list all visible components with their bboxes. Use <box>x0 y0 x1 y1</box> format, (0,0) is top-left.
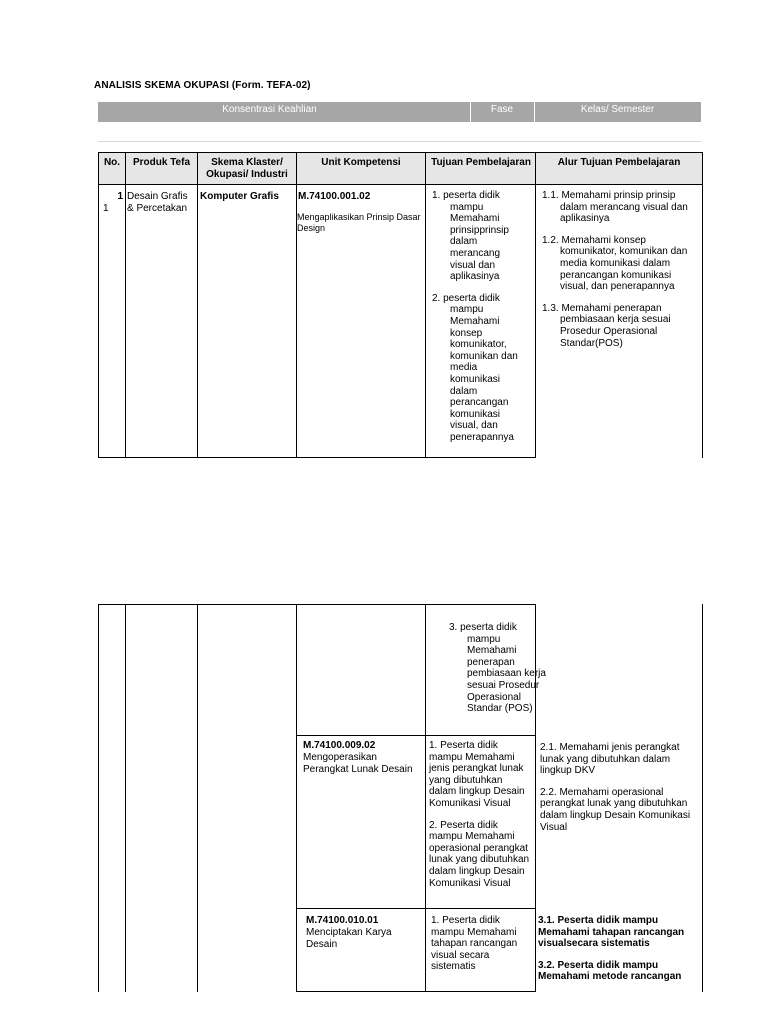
th-no: No. <box>103 157 121 168</box>
alur-item: 2.2. Memahami operasional perangkat lunak yang dibutuhkan dalam lingkup Desain Komunikasi Visual <box>540 786 691 833</box>
th-unit: Unit Kompetensi <box>321 157 401 168</box>
alur-item: 3.2. Peserta didik mampu Memahami metode rancangan <box>538 959 682 983</box>
document-title: ANALISIS SKEMA OKUPASI (Form. TEFA-02) <box>94 80 311 91</box>
tujuan-item: 2. peserta didik mampu Memahami konsep komunikator, komunikan dan media komunikasi dalam perancangan komunikasi visual, dan penerapannya <box>432 292 518 443</box>
alur-item: 3.1. Peserta didik mampu Memahami tahapan rancangan visualsecara sistematis <box>538 915 685 950</box>
header-bar <box>98 102 701 122</box>
header-fase: Fase <box>490 104 514 115</box>
tujuan-item: 3. peserta didik mampu Memahami penerapan pembiasaan kerja sesuai Prosedur Operasional Standar (POS) <box>449 622 546 715</box>
unit-code: M.74100.009.02 <box>303 740 376 751</box>
th-alur: Alur Tujuan Pembelajaran <box>557 157 681 168</box>
divider <box>98 141 701 142</box>
alur-list <box>538 915 700 993</box>
alur-item: 2.1. Memahami jenis perangkat lunak yang dibutuhkan dalam lingkup DKV <box>540 742 680 777</box>
tujuan-list <box>429 740 532 899</box>
th-skema: Skema Klaster/ Okupasi/ Industri <box>206 157 288 180</box>
alur-list <box>540 742 700 843</box>
alur-list <box>542 190 698 359</box>
th-produk: Produk Tefa <box>132 157 191 168</box>
header-konsentrasi: Konsentrasi Keahlian <box>222 104 317 115</box>
tujuan-item: 2. Peserta didik mampu Memahami operasional perangkat lunak yang dibutuhkan dalam lingkup Desain Komunikasi Visual <box>429 819 530 889</box>
alur-item: 1.2. Memahami konsep komunikator, komunikan dan media komunikasi dalam perancangan komunikasi visual, dan penerapannya <box>542 234 688 293</box>
tujuan-item: 1. peserta didik mampu Memahami prinsipprinsip dalam merancang visual dan aplikasinya <box>432 190 509 283</box>
unit-code: M.74100.001.02 <box>298 191 371 202</box>
unit-name: Menciptakan Karya Desain <box>306 927 392 950</box>
unit-name: Mengoperasikan Perangkat Lunak Desain <box>303 752 413 775</box>
produk-cell: Desain Grafis & Percetakan <box>127 191 188 214</box>
skema-cell: Komputer Grafis <box>200 191 279 202</box>
header-kelas: Kelas/ Semester <box>580 104 655 115</box>
tujuan-item: 1. Peserta didik mampu Memahami jenis perangkat lunak yang dibutuhkan dalam lingkup Desain Komunikasi Visual <box>429 740 525 809</box>
unit-name: Mengaplikasikan Prinsip Dasar Design <box>297 212 421 233</box>
alur-item: 1.3. Memahami penerapan pembiasaan kerja sesuai Prosedur Operasional Standar(POS) <box>542 302 671 349</box>
unit-code: M.74100.010.01 <box>306 915 379 926</box>
row-number-sub: 1 <box>103 203 109 214</box>
th-tujuan: Tujuan Pembelajaran <box>431 157 531 168</box>
tujuan-list <box>432 190 528 453</box>
tujuan-item: 1. Peserta didik mampu Memahami tahapan rancangan visual secara sistematis <box>431 915 518 973</box>
row-number: 1 <box>117 191 123 202</box>
alur-item: 1.1. Memahami prinsip prinsip dalam merancang visual dan aplikasinya <box>542 190 688 225</box>
